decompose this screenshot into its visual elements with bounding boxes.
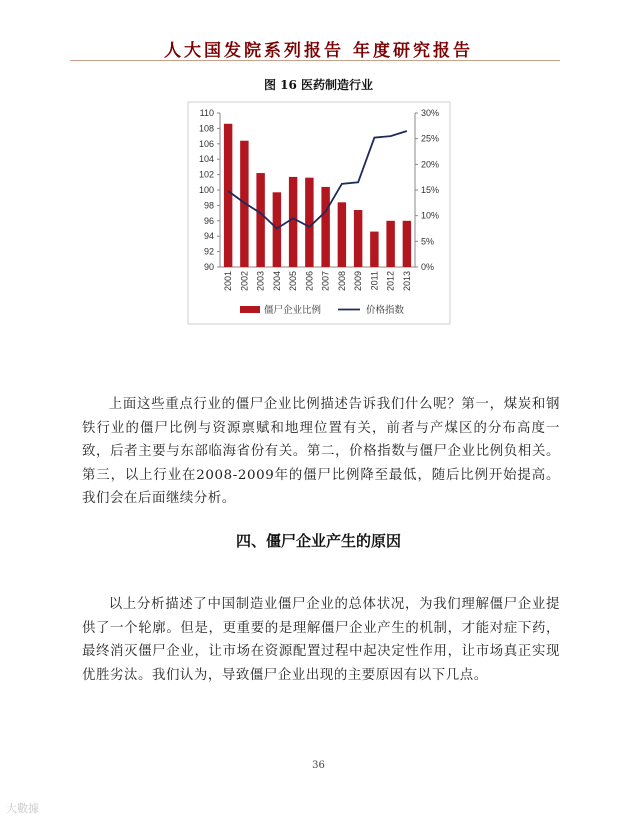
paragraph-1: 上面这些重点行业的僵尸企业比例描述告诉我们什么呢？第一，煤炭和钢铁行业的僵尸比例与资源禀赋和地理位置有关，前者与产煤区的分布高度一致，后者主要与东部临海省份有关。第二，价格指数与僵尸企业比例负相关。第三，以上行业在2008-2009年的僵尸比例降至最低，随后比例开始提高。我们会在后面继续分析。 bbox=[82, 397, 560, 507]
header-divider bbox=[70, 60, 560, 61]
bar-2006 bbox=[305, 178, 313, 267]
y2-tick-label: 15% bbox=[421, 185, 440, 195]
y-tick-label: 96 bbox=[203, 215, 214, 226]
line-price-index bbox=[228, 131, 407, 229]
bar-2005 bbox=[289, 177, 297, 267]
x-tick-label: 2007 bbox=[320, 271, 331, 292]
x-tick-label: 2003 bbox=[255, 271, 266, 292]
y-tick-label: 110 bbox=[199, 108, 214, 118]
y-tick-label: 106 bbox=[198, 138, 214, 149]
y-tick-label: 100 bbox=[198, 185, 214, 195]
y-tick-label: 108 bbox=[198, 123, 214, 134]
bar-2012 bbox=[386, 221, 394, 267]
bar-2004 bbox=[273, 192, 281, 267]
x-tick-label: 2004 bbox=[271, 271, 282, 292]
y2-tick-label: 10% bbox=[421, 210, 440, 221]
x-tick-label: 2012 bbox=[385, 271, 396, 292]
legend-swatch-bars bbox=[240, 306, 260, 313]
y2-tick-label: 30% bbox=[421, 108, 440, 118]
bar-2007 bbox=[321, 187, 329, 267]
section-heading: 四、僵尸企业产生的原因 bbox=[235, 532, 401, 550]
x-tick-label: 2009 bbox=[353, 271, 364, 292]
x-tick-label: 2013 bbox=[401, 271, 412, 292]
watermark: 大數據 bbox=[6, 802, 39, 815]
bar-2001 bbox=[224, 124, 232, 267]
y-tick-label: 90 bbox=[203, 262, 214, 272]
x-tick-label: 2001 bbox=[223, 271, 234, 292]
y-tick-label: 92 bbox=[203, 246, 214, 257]
x-tick-label: 2005 bbox=[288, 271, 299, 292]
y2-tick-label: 20% bbox=[421, 159, 440, 170]
y2-tick-label: 25% bbox=[421, 133, 440, 144]
x-tick-label: 2011 bbox=[369, 271, 380, 291]
y2-tick-label: 0% bbox=[421, 262, 435, 272]
bar-2008 bbox=[338, 202, 346, 267]
figure-title: 图 16 医药制造行业 bbox=[263, 78, 374, 92]
bar-2013 bbox=[403, 221, 411, 267]
y-tick-label: 94 bbox=[203, 231, 214, 242]
bar-2009 bbox=[354, 210, 362, 267]
paragraph-2: 以上分析描述了中国制造业僵尸企业的总体状况，为我们理解僵尸企业提供了一个轮廓。但是，更重要的是理解僵尸企业产生的机制，才能对症下药，最终消灭僵尸企业，让市场在资源配置过程中起决定性作用，让市场真正实现优胜劣汰。我们认为，导致僵尸企业出现的主要原因有以下几点。 bbox=[82, 597, 560, 683]
pharma-chart bbox=[180, 100, 460, 328]
bar-2003 bbox=[256, 173, 264, 267]
y-tick-label: 98 bbox=[203, 200, 214, 211]
y-tick-label: 102 bbox=[198, 169, 214, 180]
y-tick-label: 104 bbox=[198, 154, 214, 165]
x-tick-label: 2002 bbox=[239, 271, 250, 292]
y2-tick-label: 5% bbox=[421, 236, 435, 247]
bar-2011 bbox=[370, 232, 378, 267]
report-header: 人大国发院系列报告 年度研究报告 bbox=[164, 41, 473, 61]
x-tick-label: 2006 bbox=[304, 271, 315, 292]
x-tick-label: 2008 bbox=[336, 271, 347, 292]
page-number: 36 bbox=[312, 760, 325, 771]
legend-label-bars: 僵尸企业比例 bbox=[264, 305, 322, 316]
legend-label-line: 价格指数 bbox=[366, 305, 405, 316]
